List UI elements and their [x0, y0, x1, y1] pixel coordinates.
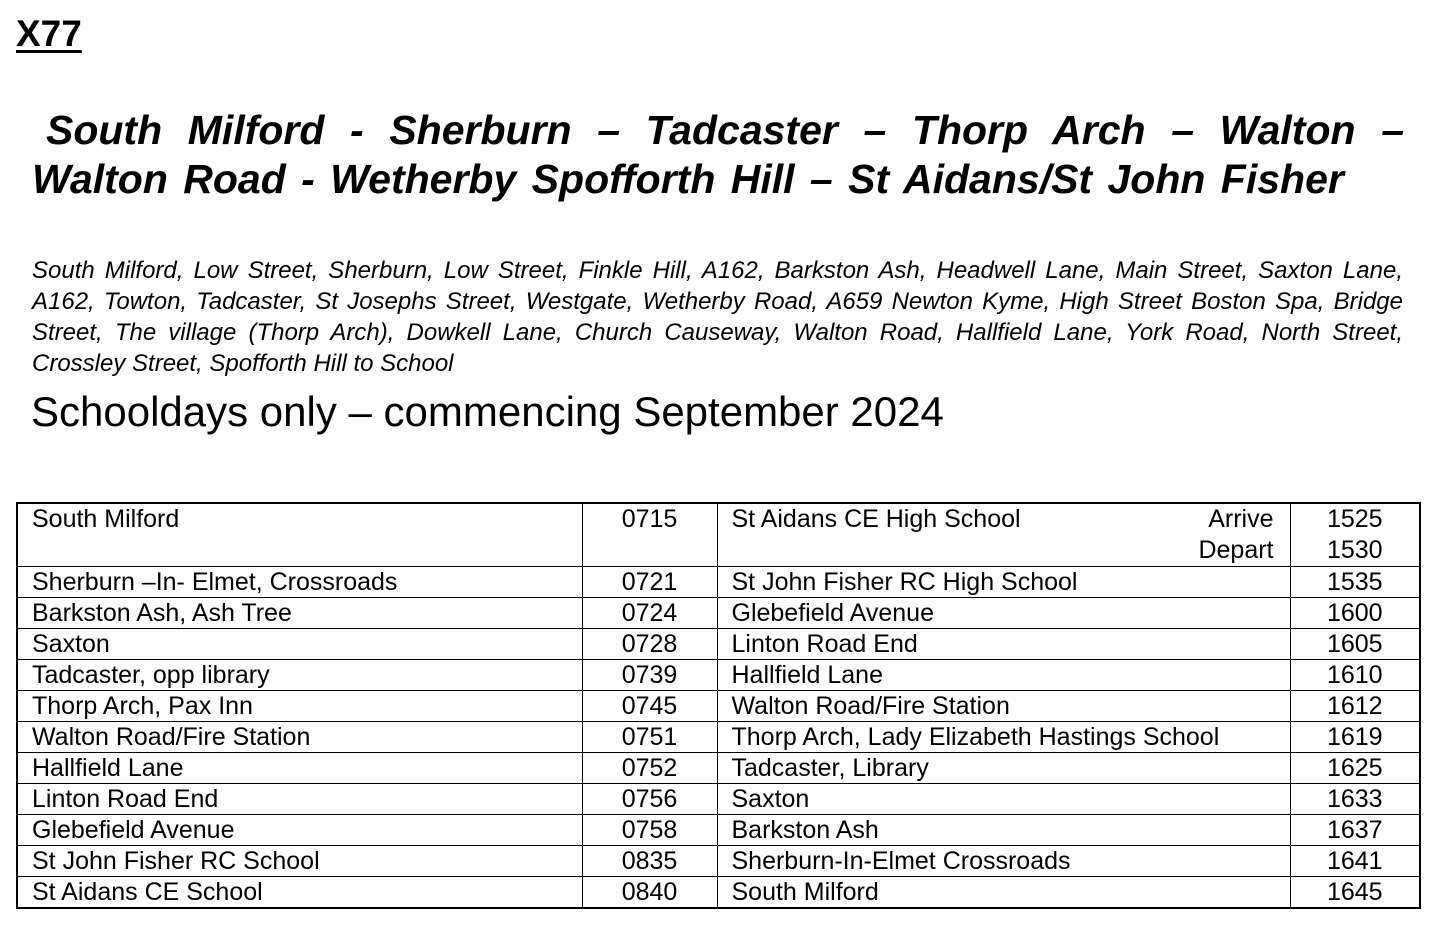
outbound-stop: St John Fisher RC School [17, 846, 582, 877]
table-row [17, 567, 1420, 598]
return-stop: Glebefield Avenue [717, 598, 1290, 629]
route-title-line-1: South Milford - Sherburn – Tadcaster – Thorp Arch – Walton – [46, 107, 1404, 153]
table-row [17, 722, 1420, 753]
outbound-stop: Tadcaster, opp library [17, 660, 582, 691]
return-time: 1637 [1290, 815, 1420, 846]
return-stop: South Milford [717, 877, 1290, 909]
return-stop: St John Fisher RC High School [717, 567, 1290, 598]
outbound-time: 0739 [582, 660, 717, 691]
arrive-label: Arrive [1208, 505, 1274, 533]
table-row [17, 629, 1420, 660]
return-stop: Linton Road End [717, 629, 1290, 660]
table-row [17, 846, 1420, 877]
outbound-stop: Saxton [17, 629, 582, 660]
table-row [17, 660, 1420, 691]
return-stop-cell [717, 503, 1290, 567]
return-time: 1535 [1290, 567, 1420, 598]
arrive-depart-labels [1198, 504, 1273, 566]
return-stop: Sherburn-In-Elmet Crossroads [717, 846, 1290, 877]
outbound-stop: St Aidans CE School [17, 877, 582, 909]
outbound-time: 0715 [582, 503, 717, 567]
timetable-body [17, 503, 1420, 908]
outbound-stop: Walton Road/Fire Station [17, 722, 582, 753]
return-stop: Walton Road/Fire Station [717, 691, 1290, 722]
outbound-time: 0721 [582, 567, 717, 598]
table-row [17, 784, 1420, 815]
return-time-cell [1290, 503, 1420, 567]
outbound-time: 0751 [582, 722, 717, 753]
outbound-stop: South Milford [17, 503, 582, 567]
return-time: 1610 [1290, 660, 1420, 691]
outbound-time: 0724 [582, 598, 717, 629]
outbound-time: 0752 [582, 753, 717, 784]
route-description: South Milford, Low Street, Sherburn, Low Street, Finkle Hill, A162, Barkston Ash, Headwell Lane, Main Street, Saxton Lane, A162, Towton, Tadcaster, St Josephs Street, Westgate, Wetherby Road, A659 Newton Kyme, High Street Boston Spa, Bridge Street, The village (Thorp Arch), Dowkell Lane, Church Causeway, Walton Road, Hallfield Lane, York Road, North Street, Crossley Street, Spofforth Hill to School [32, 257, 1403, 377]
outbound-time: 0835 [582, 846, 717, 877]
table-row [17, 753, 1420, 784]
outbound-stop: Hallfield Lane [17, 753, 582, 784]
outbound-time: 0728 [582, 629, 717, 660]
return-time: 1619 [1290, 722, 1420, 753]
outbound-time: 0758 [582, 815, 717, 846]
outbound-stop: Glebefield Avenue [17, 815, 582, 846]
return-time: 1645 [1290, 877, 1420, 909]
table-row [17, 691, 1420, 722]
table-row [17, 877, 1420, 909]
route-title [32, 106, 1404, 204]
service-note: Schooldays only – commencing September 2024 [31, 388, 944, 435]
outbound-time: 0756 [582, 784, 717, 815]
return-stop: Barkston Ash [717, 815, 1290, 846]
return-time: 1633 [1290, 784, 1420, 815]
depart-time: 1530 [1326, 536, 1383, 564]
return-time: 1625 [1290, 753, 1420, 784]
return-stop: Hallfield Lane [717, 660, 1290, 691]
return-stop: Thorp Arch, Lady Elizabeth Hastings School [717, 722, 1290, 753]
outbound-stop: Barkston Ash, Ash Tree [17, 598, 582, 629]
table-row [17, 503, 1420, 567]
outbound-stop: Sherburn –In- Elmet, Crossroads [17, 567, 582, 598]
table-row [17, 598, 1420, 629]
route-number: X77 [16, 13, 82, 54]
return-time: 1612 [1290, 691, 1420, 722]
route-title-line-2: Walton Road - Wetherby Spofforth Hill – St Aidans/St John Fisher [32, 156, 1344, 202]
outbound-time: 0840 [582, 877, 717, 909]
arrive-time: 1525 [1326, 505, 1383, 533]
timetable [16, 502, 1421, 909]
return-stop: Saxton [717, 784, 1290, 815]
return-stop: Tadcaster, Library [717, 753, 1290, 784]
depart-label: Depart [1198, 536, 1274, 564]
table-row [17, 815, 1420, 846]
outbound-time: 0745 [582, 691, 717, 722]
return-time: 1605 [1290, 629, 1420, 660]
outbound-stop: Thorp Arch, Pax Inn [17, 691, 582, 722]
return-time: 1641 [1290, 846, 1420, 877]
return-stop: St Aidans CE High School [731, 505, 1021, 533]
return-time: 1600 [1290, 598, 1420, 629]
outbound-stop: Linton Road End [17, 784, 582, 815]
